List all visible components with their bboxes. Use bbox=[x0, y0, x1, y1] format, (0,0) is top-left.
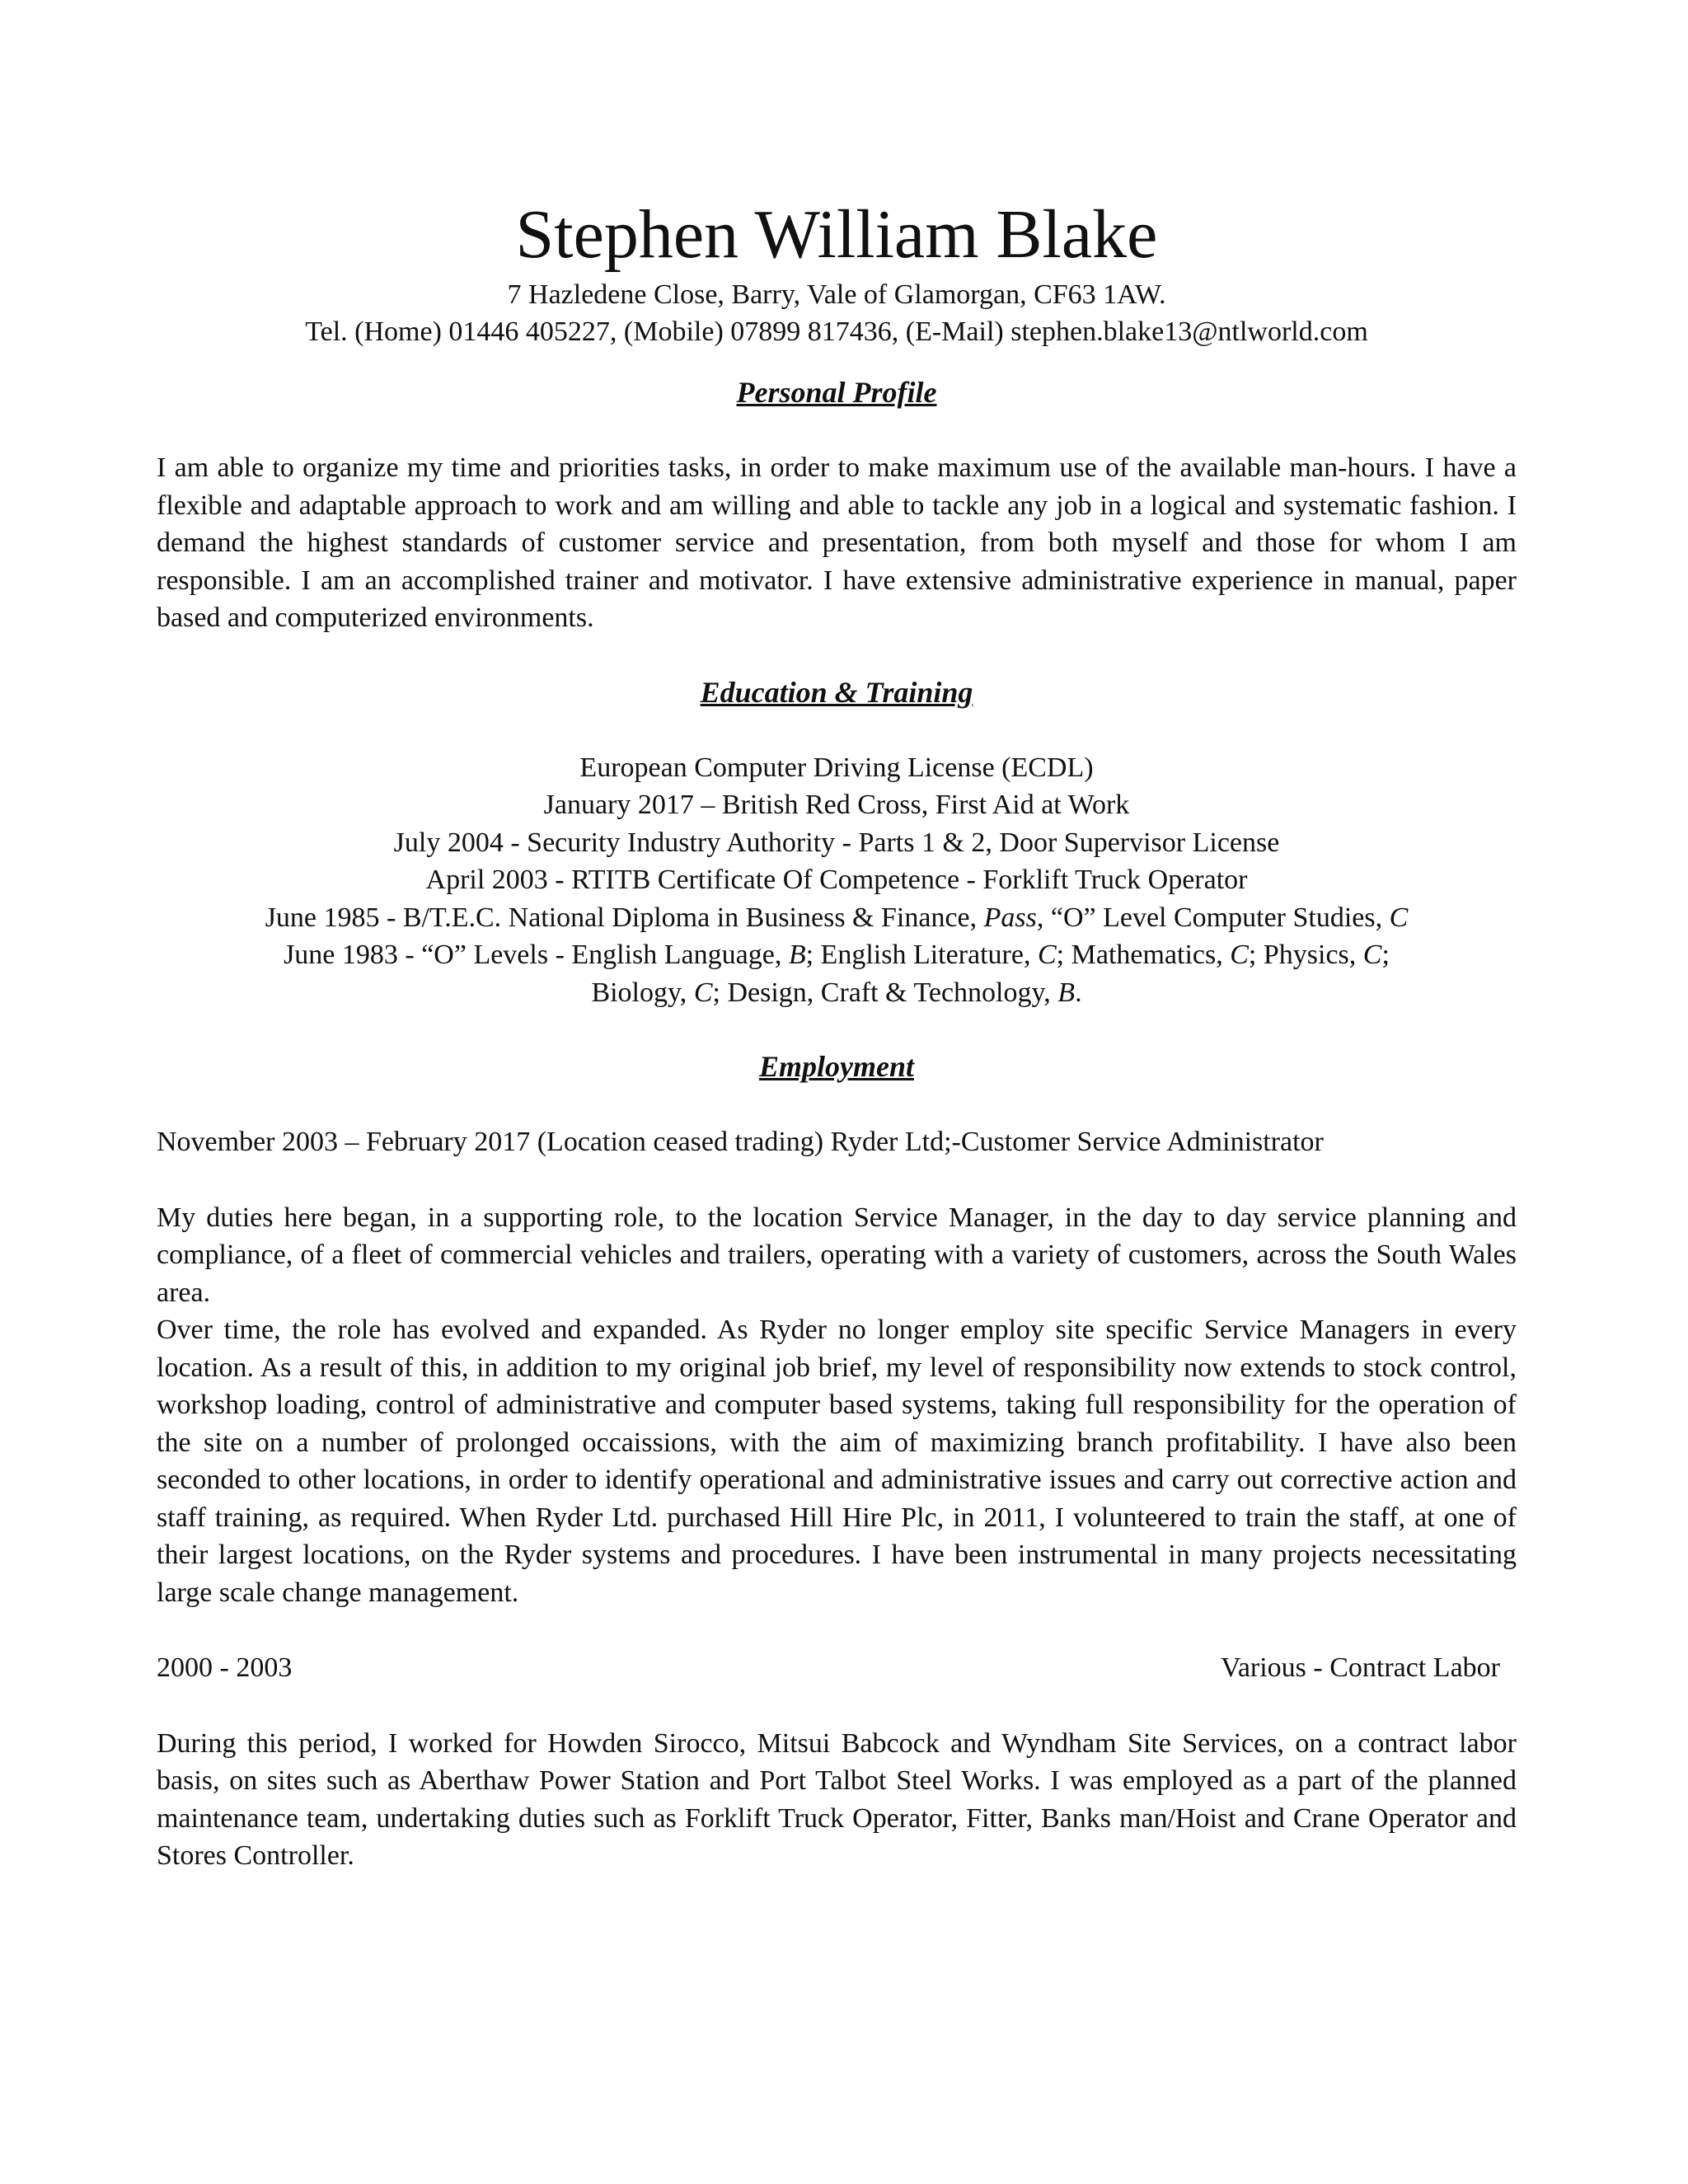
education-item bbox=[157, 899, 1517, 937]
edu-text: June 1983 - “O” Levels - English Language, bbox=[284, 940, 789, 970]
education-item bbox=[157, 936, 1517, 974]
education-item: July 2004 - Security Industry Authority - Parts 1 & 2, Door Supervisor License bbox=[393, 827, 1280, 858]
job2-title-line bbox=[157, 1649, 1517, 1687]
education-item bbox=[157, 974, 1517, 1012]
job2-description: During this period, I worked for Howden Sirocco, Mitsui Babcock and Wyndham Site Services, on a contract labor basis, on sites such as Aberthaw Power Station and Port Talbot Steel Works. I was employed as a part of the planned maintenance team, undertaking duties such as Forklift Truck Operator, Fitter, Banks man/Hoist and Crane Operator and Stores Controller. bbox=[157, 1727, 1517, 1871]
education-heading: Education & Training bbox=[700, 675, 973, 709]
contact-line: Tel. (Home) 01446 405227, (Mobile) 07899 817436, (E-Mail) stephen.blake13@ntlworld.com bbox=[305, 316, 1368, 347]
edu-text: ; Design, Craft & Technology, bbox=[712, 977, 1058, 1008]
education-item: January 2017 – British Red Cross, First Aid at Work bbox=[543, 790, 1130, 820]
edu-grade: B bbox=[788, 940, 806, 970]
education-item: April 2003 - RTITB Certificate Of Competence - Forklift Truck Operator bbox=[425, 865, 1248, 895]
job1-description: Over time, the role has evolved and expanded. As Ryder no longer employ site specific Service Managers in every location. As a result of this, in addition to my original job brief, my level of responsibility now extends to stock control, workshop loading, control of administrative and computer based systems, taking full responsibility for the operation of the site on a number of prolonged occaissions, with the aim of maximizing branch profitability. I have also been seconded to other locations, in order to identify operational and administrative issues and carry out corrective action and staff training, as required. When Ryder Ltd. purchased Hill Hire Plc, in 2011, I volunteered to train the staff, at one of their largest locations, on the Ryder systems and procedures. I have been instrumental in many projects necessitating large scale change management. bbox=[157, 1315, 1517, 1608]
candidate-name: Stephen William Blake bbox=[515, 196, 1158, 273]
edu-grade: Pass bbox=[983, 902, 1037, 933]
edu-text: ; bbox=[1381, 940, 1390, 970]
personal-profile-heading: Personal Profile bbox=[736, 376, 937, 409]
edu-text: . bbox=[1075, 977, 1082, 1008]
edu-text: ; Mathematics, bbox=[1056, 940, 1231, 970]
edu-text: Biology, bbox=[591, 977, 694, 1008]
edu-grade: C bbox=[1037, 940, 1057, 970]
edu-text: ; English Literature, bbox=[805, 940, 1038, 970]
edu-grade: B bbox=[1057, 977, 1076, 1008]
job1-title-line: November 2003 – February 2017 (Location ceased trading) Ryder Ltd;-Customer Service Administrator bbox=[157, 1127, 1324, 1157]
job1-description: My duties here began, in a supporting role, to the location Service Manager, in the day to day service planning and compliance, of a fleet of commercial vehicles and trailers, operating with a variety of customers, across the South Wales area. bbox=[157, 1202, 1517, 1308]
edu-grade: C bbox=[693, 977, 713, 1008]
edu-grade: C bbox=[1230, 940, 1249, 970]
personal-profile-text: I am able to organize my time and priorities tasks, in order to make maximum use of the available man-hours. I have a flexible and adaptable approach to work and am willing and able to tackle any job in a logical and systematic fashion. I demand the highest standards of customer service and presentation, from both myself and those for whom I am responsible. I am an accomplished trainer and motivator. I have extensive administrative experience in manual, paper based and computerized environments. bbox=[157, 452, 1517, 633]
edu-text: ; Physics, bbox=[1248, 940, 1363, 970]
address-line: 7 Hazledene Close, Barry, Vale of Glamorgan, CF63 1AW. bbox=[507, 279, 1166, 310]
edu-grade: C bbox=[1362, 940, 1382, 970]
job2-dates: 2000 - 2003 bbox=[157, 1652, 293, 1683]
edu-grade: C bbox=[1389, 902, 1409, 933]
resume-page bbox=[157, 194, 1517, 1875]
employment-heading: Employment bbox=[759, 1050, 914, 1083]
education-item: European Computer Driving License (ECDL) bbox=[579, 752, 1094, 783]
edu-text: June 1985 - B/T.E.C. National Diploma in Business & Finance, bbox=[265, 902, 984, 933]
job2-role: Various - Contract Labor bbox=[1221, 1652, 1500, 1683]
edu-text: , “O” Level Computer Studies, bbox=[1036, 902, 1390, 933]
